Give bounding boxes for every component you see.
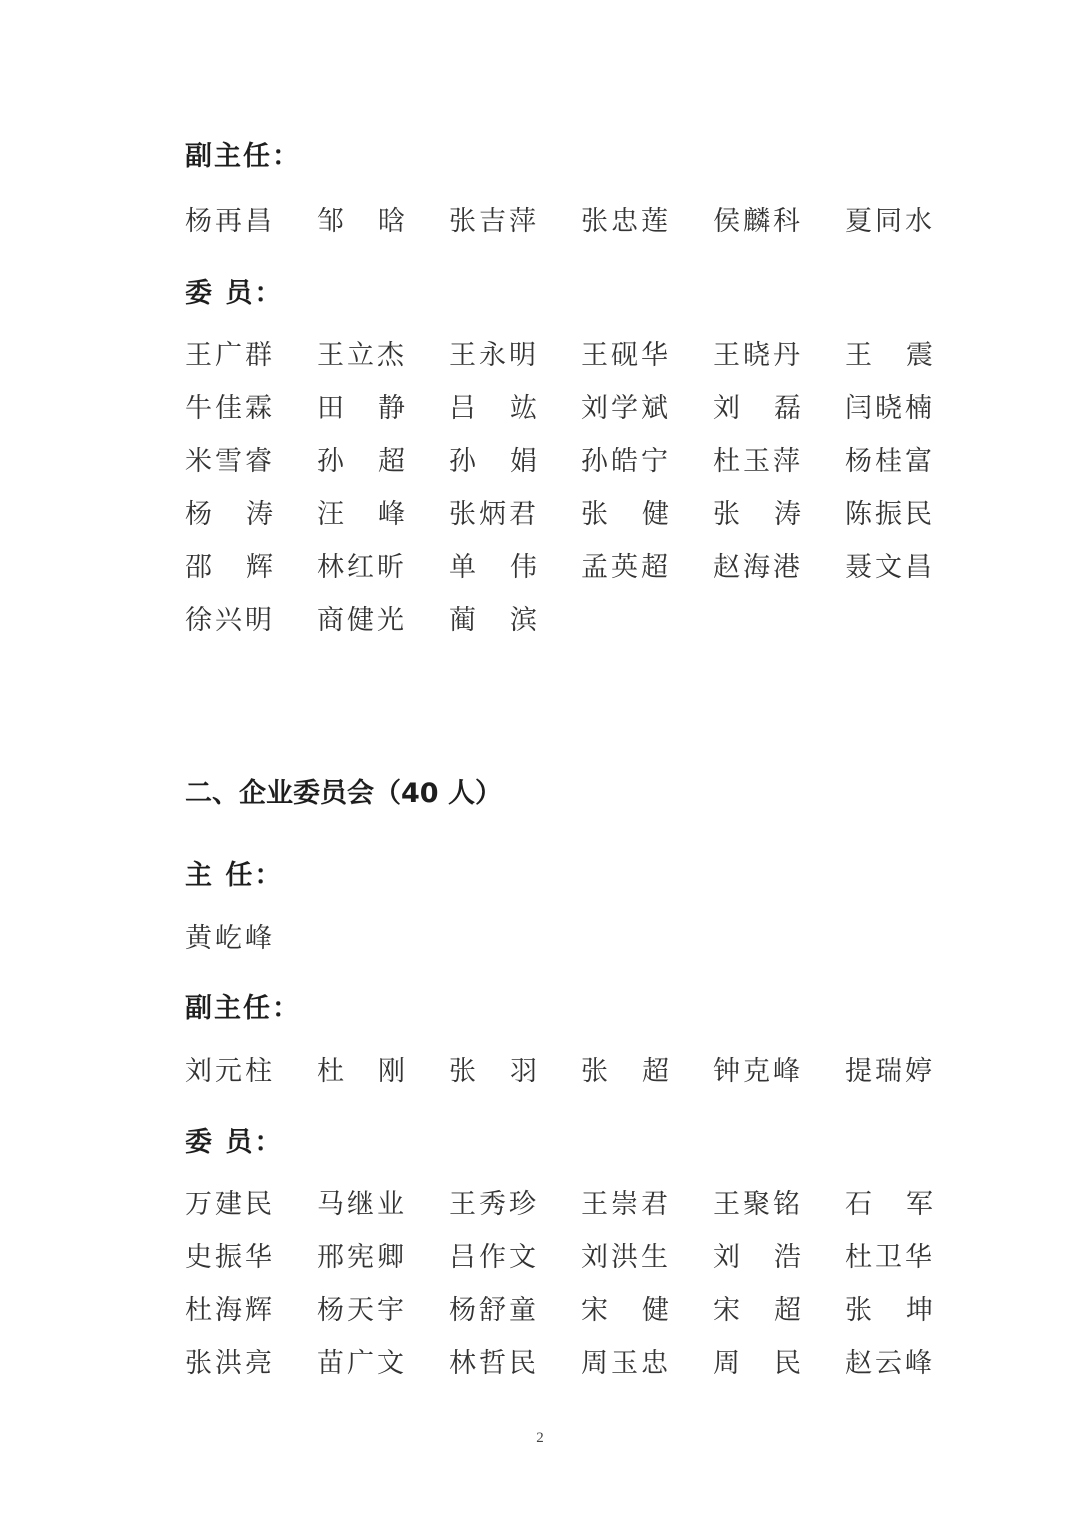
name-row — [185, 1045, 945, 1098]
person-name: 孙 超 — [317, 445, 405, 477]
person-name: 杜海辉 — [185, 1294, 275, 1326]
name-row — [185, 435, 945, 488]
person-name: 黄屹峰 — [185, 922, 275, 954]
person-name: 吕作文 — [449, 1241, 539, 1273]
person-name: 孙皓宁 — [581, 445, 671, 477]
person-name: 杜卫华 — [845, 1241, 935, 1273]
name-cell — [317, 1185, 449, 1225]
person-name: 王聚铭 — [713, 1188, 803, 1220]
person-name: 陈振民 — [845, 498, 935, 530]
name-cell — [449, 389, 581, 429]
name-cell — [449, 1291, 581, 1331]
person-name: 张洪亮 — [185, 1347, 275, 1379]
name-cell — [185, 1291, 317, 1331]
person-name: 杜玉萍 — [713, 445, 803, 477]
s1-member-label: 委 员： — [185, 278, 284, 309]
person-name: 宋 健 — [581, 1294, 669, 1326]
name-cell — [581, 336, 713, 376]
person-name: 周 民 — [713, 1347, 801, 1379]
name-cell — [185, 202, 317, 242]
name-cell — [713, 1185, 845, 1225]
person-name: 王秀珍 — [449, 1188, 539, 1220]
name-cell — [581, 548, 713, 588]
name-cell — [449, 442, 581, 482]
name-cell — [845, 1185, 977, 1225]
name-cell — [845, 202, 977, 242]
name-cell — [185, 442, 317, 482]
person-name: 邵 辉 — [185, 551, 273, 583]
name-cell — [713, 548, 845, 588]
person-name: 牛佳霖 — [185, 392, 275, 424]
person-name: 闫晓楠 — [845, 392, 935, 424]
name-cell — [581, 442, 713, 482]
person-name: 林红昕 — [317, 551, 407, 583]
name-cell — [713, 1238, 845, 1278]
person-name: 苗广文 — [317, 1347, 407, 1379]
name-cell — [449, 1238, 581, 1278]
name-cell — [581, 1185, 713, 1225]
person-name: 孙 娟 — [449, 445, 537, 477]
name-row — [185, 488, 945, 541]
person-name: 周玉忠 — [581, 1347, 671, 1379]
person-name: 杨 涛 — [185, 498, 273, 530]
person-name: 杨舒童 — [449, 1294, 539, 1326]
name-cell — [581, 1291, 713, 1331]
page-number: 2 — [536, 1430, 544, 1446]
name-cell — [713, 1291, 845, 1331]
person-name: 米雪睿 — [185, 445, 275, 477]
person-name: 单 伟 — [449, 551, 537, 583]
person-name: 刘洪生 — [581, 1241, 671, 1273]
person-name: 林哲民 — [449, 1347, 539, 1379]
s2-member-label: 委 员： — [185, 1127, 284, 1158]
name-cell — [185, 1052, 317, 1092]
name-cell — [713, 1344, 845, 1384]
name-row — [185, 1284, 945, 1337]
name-cell — [449, 1344, 581, 1384]
person-name: 张 健 — [581, 498, 669, 530]
name-cell — [845, 442, 977, 482]
person-name: 吕 竑 — [449, 392, 537, 424]
name-row — [185, 195, 945, 248]
name-cell — [449, 601, 581, 641]
person-name: 刘 磊 — [713, 392, 801, 424]
name-cell — [845, 1238, 977, 1278]
name-row — [185, 912, 945, 965]
person-name: 钟克峰 — [713, 1055, 803, 1087]
name-row — [185, 382, 945, 435]
person-name: 宋 超 — [713, 1294, 801, 1326]
name-cell — [317, 1052, 449, 1092]
person-name: 张 羽 — [449, 1055, 537, 1087]
name-cell — [185, 601, 317, 641]
name-cell — [581, 495, 713, 535]
name-cell — [845, 548, 977, 588]
name-cell — [317, 495, 449, 535]
person-name: 张 涛 — [713, 498, 801, 530]
s2-member-list — [185, 1178, 945, 1390]
person-name: 杨桂富 — [845, 445, 935, 477]
name-row — [185, 329, 945, 382]
person-name: 张炳君 — [449, 498, 539, 530]
name-cell — [185, 336, 317, 376]
s2-section-heading: 二、企业委员会（40 人） — [185, 778, 502, 809]
person-name: 徐兴明 — [185, 604, 275, 636]
name-cell — [317, 1291, 449, 1331]
name-cell — [845, 1344, 977, 1384]
name-cell — [317, 1238, 449, 1278]
name-cell — [317, 336, 449, 376]
person-name: 刘元柱 — [185, 1055, 275, 1087]
name-cell — [713, 442, 845, 482]
name-cell — [317, 548, 449, 588]
person-name: 史振华 — [185, 1241, 275, 1273]
person-name: 王 震 — [845, 339, 933, 371]
name-cell — [713, 336, 845, 376]
s2-vice-director-label: 副主任： — [185, 993, 301, 1024]
s1-vice-director-list — [185, 195, 945, 248]
person-name: 杜 刚 — [317, 1055, 405, 1087]
person-name: 万建民 — [185, 1188, 275, 1220]
name-cell — [449, 548, 581, 588]
name-cell — [449, 1052, 581, 1092]
name-cell — [581, 202, 713, 242]
person-name: 张忠莲 — [581, 205, 671, 237]
name-cell — [449, 1185, 581, 1225]
s1-vice-director-label: 副主任： — [185, 141, 301, 172]
person-name: 蔺 滨 — [449, 604, 537, 636]
name-row — [185, 1337, 945, 1390]
name-cell — [581, 1052, 713, 1092]
person-name: 张 超 — [581, 1055, 669, 1087]
name-cell — [713, 389, 845, 429]
person-name: 杨再昌 — [185, 205, 275, 237]
name-cell — [317, 389, 449, 429]
person-name: 张吉萍 — [449, 205, 539, 237]
name-cell — [845, 1291, 977, 1331]
person-name: 提瑞婷 — [845, 1055, 935, 1087]
s1-member-list — [185, 329, 945, 647]
name-cell — [317, 1344, 449, 1384]
name-cell — [185, 495, 317, 535]
name-row — [185, 1178, 945, 1231]
person-name: 石 军 — [845, 1188, 933, 1220]
name-cell — [317, 442, 449, 482]
person-name: 赵海港 — [713, 551, 803, 583]
name-row — [185, 594, 945, 647]
person-name: 夏同水 — [845, 205, 935, 237]
name-cell — [317, 601, 449, 641]
name-cell — [581, 1238, 713, 1278]
person-name: 赵云峰 — [845, 1347, 935, 1379]
name-cell — [185, 548, 317, 588]
name-cell — [581, 1344, 713, 1384]
person-name: 马继业 — [317, 1188, 407, 1220]
person-name: 王崇君 — [581, 1188, 671, 1220]
person-name: 张 坤 — [845, 1294, 933, 1326]
s2-director-list — [185, 912, 945, 965]
name-cell — [713, 495, 845, 535]
name-cell — [845, 495, 977, 535]
name-row — [185, 541, 945, 594]
person-name: 王立杰 — [317, 339, 407, 371]
name-cell — [185, 1185, 317, 1225]
person-name: 刘 浩 — [713, 1241, 801, 1273]
name-cell — [185, 1344, 317, 1384]
name-cell — [317, 202, 449, 242]
person-name: 孟英超 — [581, 551, 671, 583]
person-name: 邢宪卿 — [317, 1241, 407, 1273]
name-cell — [185, 389, 317, 429]
name-cell — [449, 336, 581, 376]
name-cell — [845, 336, 977, 376]
name-cell — [449, 202, 581, 242]
person-name: 杨天宇 — [317, 1294, 407, 1326]
person-name: 邹 晗 — [317, 205, 405, 237]
person-name: 王砚华 — [581, 339, 671, 371]
name-cell — [845, 1052, 977, 1092]
name-cell — [449, 495, 581, 535]
name-cell — [185, 1238, 317, 1278]
person-name: 王晓丹 — [713, 339, 803, 371]
name-cell — [581, 389, 713, 429]
name-cell — [185, 919, 317, 959]
person-name: 汪 峰 — [317, 498, 405, 530]
person-name: 聂文昌 — [845, 551, 935, 583]
name-row — [185, 1231, 945, 1284]
person-name: 商健光 — [317, 604, 407, 636]
person-name: 田 静 — [317, 392, 405, 424]
s2-director-label: 主 任： — [185, 860, 284, 891]
name-cell — [845, 389, 977, 429]
person-name: 侯麟科 — [713, 205, 803, 237]
person-name: 王永明 — [449, 339, 539, 371]
person-name: 刘学斌 — [581, 392, 671, 424]
s2-vice-director-list — [185, 1045, 945, 1098]
name-cell — [713, 1052, 845, 1092]
name-cell — [713, 202, 845, 242]
person-name: 王广群 — [185, 339, 275, 371]
